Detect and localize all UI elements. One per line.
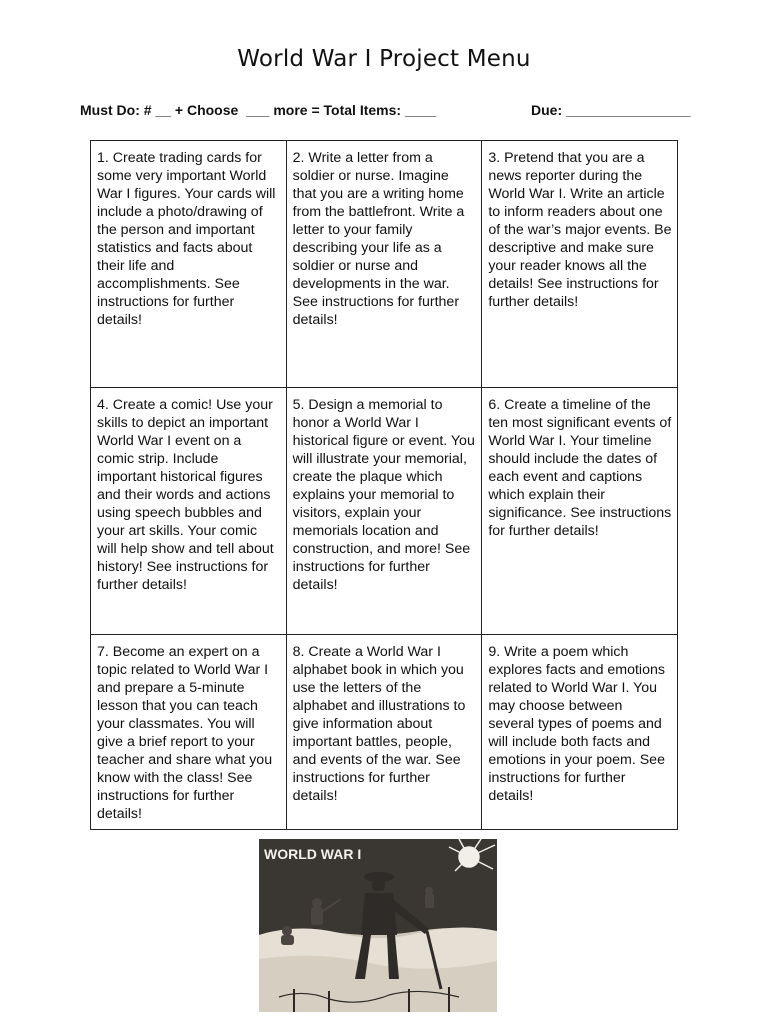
ww1-illustration [259,839,497,1012]
menu-option-2: 2. Write a letter from a soldier or nurse. Imagine that you are a writing home from the battlefront. Write a letter to your family describing your life as a soldier or nurse and developments in the war. See instructions for further details! [286,141,482,388]
requirements-line [80,102,700,122]
menu-option-4: 4. Create a comic! Use your skills to depict an important World War I event on a comic strip. Include important historical figures and their words and actions using speech bubbles and your art skills. Your comic will help show and tell about history! See instructions for further details! [91,388,287,635]
menu-row [91,635,678,830]
menu-row [91,141,678,388]
project-menu-grid [90,140,678,830]
page-title: World War I Project Menu [237,46,531,72]
trench-scene-illustration [259,839,497,1012]
menu-option-3: 3. Pretend that you are a news reporter during the World War I. Write an article to inform readers about one of the war’s major events. Be descriptive and make sure your reader knows all the details! See instructions for further details! [482,141,678,388]
menu-option-8: 8. Create a World War I alphabet book in which you use the letters of the alphabet and illustrations to give information about important battles, people, and events of the war. See instructions for further details! [286,635,482,830]
due-date-line: Due: ________________ [531,102,691,118]
menu-option-1: 1. Create trading cards for some very important World War I figures. Your cards will include a photo/drawing of the person and important statistics and facts about their life and accomplishments. See instructions for further details! [91,141,287,388]
menu-row [91,388,678,635]
menu-option-6: 6. Create a timeline of the ten most significant events of World War I. Your timeline should include the dates of each event and captions which explain their significance. See instructions for further details! [482,388,678,635]
menu-option-7: 7. Become an expert on a topic related to World War I and prepare a 5-minute lesson that you can teach your classmates. You will give a brief report to your teacher and share what you know with the class! See instructions for further details! [91,635,287,830]
menu-option-5: 5. Design a memorial to honor a World War I historical figure or event. You will illustrate your memorial, create the plaque which explains your memorial to visitors, explain your memorials location and construction, and more! See instructions for further details! [286,388,482,635]
menu-option-9: 9. Write a poem which explores facts and emotions related to World War I. You may choose between several types of poems and will include both facts and emotions in your poem. See instructions for further details! [482,635,678,830]
must-do-choose-total: Must Do: # __ + Choose ___ more = Total Items: ____ [80,102,437,118]
illustration-caption: WORLD WAR I [264,846,362,862]
